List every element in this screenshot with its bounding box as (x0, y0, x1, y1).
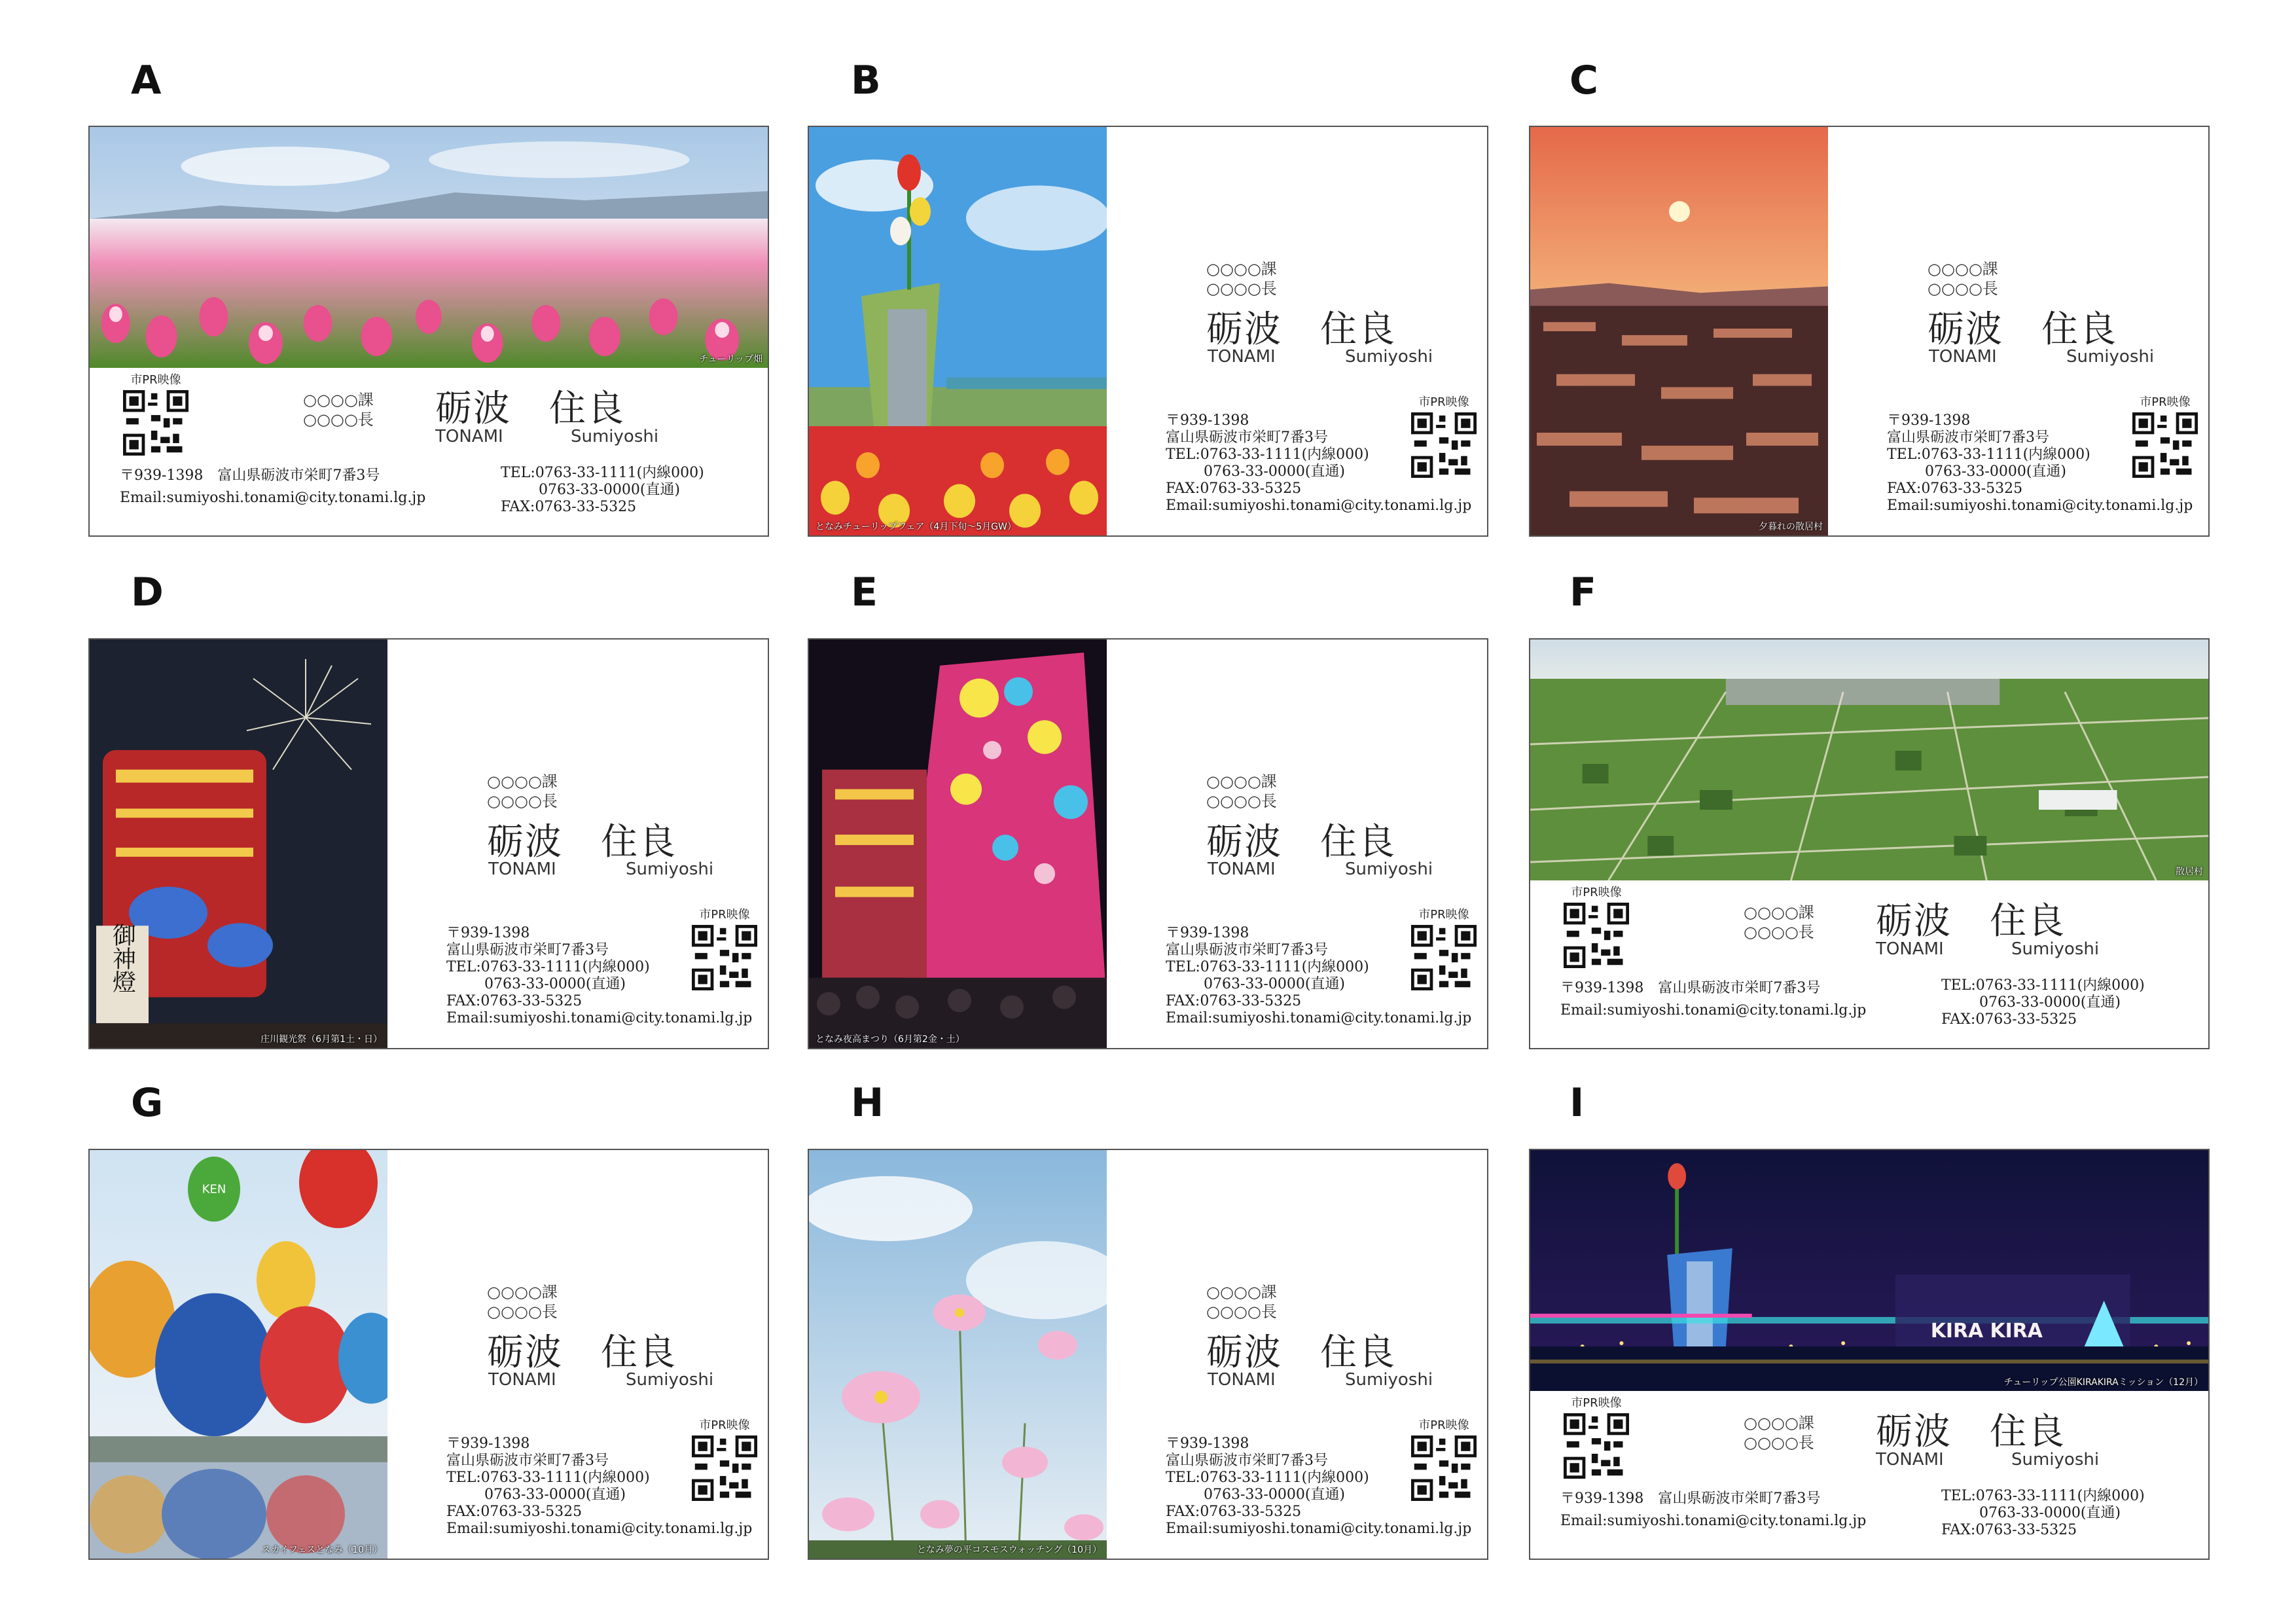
business-card-e (808, 638, 1488, 1049)
card-text-block (415, 640, 755, 1048)
job-title: ○○○○課 ○○○○長 (1206, 260, 1277, 298)
phone-block: TEL:0763-33-1111(内線000) 0763-33-0000(直通) FAX:0763-33-5325 (1941, 1488, 2145, 1538)
card-text-block (1134, 640, 1475, 1048)
romaji-given: Sumiyoshi (626, 1370, 714, 1390)
qr-code-icon[interactable] (1564, 903, 1629, 968)
email-address[interactable]: Email:sumiyoshi.tonami@city.tonami.lg.jp (1887, 497, 2193, 514)
photo-festival-fireworks (90, 640, 387, 1048)
balloon-text: KEN (202, 1182, 226, 1197)
romaji-family: TONAMI (1876, 939, 1944, 959)
qr-label: 市PR映像 (1571, 1396, 1622, 1410)
photo-balloon-festival (90, 1150, 387, 1559)
business-card-a (88, 126, 769, 537)
kirakira-sign: KIRA KIRA (1930, 1319, 2043, 1343)
job-title: ○○○○課 ○○○○長 (1206, 772, 1277, 810)
romaji-family: TONAMI (1929, 347, 1997, 367)
qr-label: 市PR映像 (1418, 395, 1469, 409)
romaji-family: TONAMI (1208, 347, 1276, 367)
photo-caption: 散居村 (2176, 867, 2203, 877)
card-text-block (1134, 1150, 1475, 1559)
photo-caption: となみ夜高まつり（6月第2金・土） (816, 1034, 965, 1045)
photo-tulip-field (90, 127, 768, 368)
email-address[interactable]: Email:sumiyoshi.tonami@city.tonami.lg.jp (1560, 1513, 1867, 1529)
phone-block: TEL:0763-33-1111(内線000) 0763-33-0000(直通) FAX:0763-33-5325 (501, 465, 704, 515)
photo-illumination (1530, 1150, 2208, 1391)
romaji-family: TONAMI (1208, 1370, 1276, 1390)
photo-tulip-fair (809, 127, 1107, 535)
card-text-block (1134, 127, 1475, 535)
person-name: 砺波 住良 (1206, 308, 1396, 351)
photo-caption: となみチューリップフェア（4月下旬〜5月GW） (816, 522, 1016, 532)
qr-label: 市PR映像 (2140, 395, 2191, 409)
romaji-given: Sumiyoshi (571, 427, 659, 446)
photo-yotaka-festival (809, 640, 1107, 1048)
romaji-given: Sumiyoshi (1345, 347, 1433, 367)
job-title: ○○○○課 ○○○○長 (487, 772, 558, 810)
card-label-h: H (851, 1080, 884, 1126)
job-title: ○○○○課 ○○○○長 (1744, 903, 1814, 941)
photo-caption: スカイフェスとなみ（10月） (261, 1545, 382, 1555)
romaji-given: Sumiyoshi (1345, 859, 1433, 879)
qr-label: 市PR映像 (1571, 886, 1622, 899)
photo-aerial-village (1530, 640, 2208, 880)
address-block: 〒939-1398 富山県砺波市栄町7番3号 Email:sumiyoshi.tonami@city.tonami.lg.jp (1560, 977, 1866, 1022)
job-title: ○○○○課 ○○○○長 (1206, 1283, 1277, 1321)
person-name: 砺波 住良 (435, 388, 625, 430)
business-card-h (808, 1149, 1488, 1560)
card-label-g: G (131, 1080, 164, 1126)
card-label-c: C (1570, 58, 1599, 103)
photo-caption: となみ夢の平コスモスウォッチング（10月） (916, 1545, 1102, 1555)
job-title: ○○○○課 ○○○○長 (1928, 260, 1998, 298)
photo-caption: 庄川観光祭（6月第1土・日） (260, 1034, 382, 1045)
romaji-family: TONAMI (488, 859, 556, 879)
email-address[interactable]: Email:sumiyoshi.tonami@city.tonami.lg.jp (446, 1010, 753, 1026)
address-block: 〒939-1398 富山県砺波市栄町7番3号 TEL:0763-33-1111(内線000) 0763-33-0000(直通) FAX:0763-33-5325 Email:sumiyoshi.tonami@city.tonami.lg.jp (1166, 1435, 1472, 1537)
job-title: ○○○○課 ○○○○長 (487, 1283, 558, 1321)
address-block: 〒939-1398 富山県砺波市栄町7番3号 TEL:0763-33-1111(内線000) 0763-33-0000(直通) FAX:0763-33-5325 Email:sumiyoshi.tonami@city.tonami.lg.jp (1166, 412, 1472, 514)
address-block: 〒939-1398 富山県砺波市栄町7番3号 TEL:0763-33-1111(内線000) 0763-33-0000(直通) FAX:0763-33-5325 Email:sumiyoshi.tonami@city.tonami.lg.jp (446, 1435, 753, 1537)
card-label-a: A (131, 58, 162, 103)
address-block: 〒939-1398 富山県砺波市栄町7番3号 TEL:0763-33-1111(内線000) 0763-33-0000(直通) FAX:0763-33-5325 Email:sumiyoshi.tonami@city.tonami.lg.jp (446, 925, 753, 1026)
qr-label: 市PR映像 (130, 373, 181, 387)
qr-code-icon[interactable] (123, 390, 188, 456)
email-address[interactable]: Email:sumiyoshi.tonami@city.tonami.lg.jp (1166, 1010, 1472, 1026)
romaji-family: TONAMI (1208, 859, 1276, 879)
card-label-b: B (851, 58, 881, 103)
qr-block (1560, 883, 1632, 968)
romaji-given: Sumiyoshi (2066, 347, 2155, 367)
romaji-given: Sumiyoshi (1345, 1370, 1433, 1390)
person-name: 砺波 住良 (487, 1331, 677, 1374)
qr-code-icon[interactable] (1564, 1413, 1629, 1479)
qr-block (1560, 1394, 1632, 1479)
person-name: 砺波 住良 (487, 821, 677, 863)
business-card-d (88, 638, 769, 1049)
photo-caption: チューリップ公園KIRAKIRAミッション（12月） (2003, 1377, 2203, 1388)
address-block: 〒939-1398 富山県砺波市栄町7番3号 Email:sumiyoshi.tonami@city.tonami.lg.jp (1560, 1488, 1866, 1532)
photo-caption: 夕暮れの散居村 (1759, 522, 1823, 532)
person-name: 砺波 住良 (1206, 1331, 1396, 1374)
person-name: 砺波 住良 (1928, 308, 2117, 351)
address-block: 〒939-1398 富山県砺波市栄町7番3号 TEL:0763-33-1111(内線000) 0763-33-0000(直通) FAX:0763-33-5325 Email:sumiyoshi.tonami@city.tonami.lg.jp (1887, 412, 2193, 514)
business-card-c (1529, 126, 2210, 537)
photo-sunset-village (1530, 127, 1828, 535)
romaji-given: Sumiyoshi (626, 859, 714, 879)
email-address[interactable]: Email:sumiyoshi.tonami@city.tonami.lg.jp (1166, 1521, 1472, 1537)
business-card-b (808, 126, 1488, 537)
romaji-family: TONAMI (1876, 1450, 1944, 1470)
qr-label: 市PR映像 (699, 908, 750, 922)
photo-cosmos-flowers (809, 1150, 1107, 1559)
card-label-d: D (131, 569, 164, 615)
qr-block (120, 370, 192, 456)
romaji-family: TONAMI (488, 1370, 556, 1390)
business-card-f (1529, 638, 2210, 1049)
business-card-i (1529, 1149, 2210, 1560)
email-address[interactable]: Email:sumiyoshi.tonami@city.tonami.lg.jp (1166, 497, 1472, 514)
business-card-g (88, 1149, 769, 1560)
romaji-given: Sumiyoshi (2011, 1450, 2100, 1470)
email-address[interactable]: Email:sumiyoshi.tonami@city.tonami.lg.jp (446, 1521, 753, 1537)
address-block: 〒939-1398 富山県砺波市栄町7番3号 TEL:0763-33-1111(内線000) 0763-33-0000(直通) FAX:0763-33-5325 Email:sumiyoshi.tonami@city.tonami.lg.jp (1166, 925, 1472, 1026)
card-text-block (1856, 127, 2196, 535)
card-label-e: E (851, 569, 878, 615)
phone-block: TEL:0763-33-1111(内線000) 0763-33-0000(直通) FAX:0763-33-5325 (1941, 977, 2145, 1028)
card-text-block (415, 1150, 755, 1559)
qr-label: 市PR映像 (1418, 1418, 1469, 1432)
person-name: 砺波 住良 (1876, 1411, 2066, 1453)
address-block: 〒939-1398 富山県砺波市栄町7番3号 Email:sumiyoshi.tonami@city.tonami.lg.jp (120, 465, 425, 509)
card-label-f: F (1570, 569, 1596, 615)
signboard-text: 御神燈 (109, 923, 136, 994)
romaji-family: TONAMI (435, 427, 503, 446)
qr-label: 市PR映像 (699, 1418, 750, 1432)
email-address[interactable]: Email:sumiyoshi.tonami@city.tonami.lg.jp (1560, 1002, 1867, 1019)
qr-label: 市PR映像 (1418, 908, 1469, 922)
job-title: ○○○○課 ○○○○長 (1744, 1414, 1814, 1452)
email-address[interactable]: Email:sumiyoshi.tonami@city.tonami.lg.jp (120, 490, 426, 506)
photo-caption: チューリップ畑 (698, 354, 762, 365)
card-label-i: I (1570, 1080, 1585, 1126)
romaji-given: Sumiyoshi (2011, 939, 2100, 959)
person-name: 砺波 住良 (1876, 900, 2066, 943)
person-name: 砺波 住良 (1206, 821, 1396, 863)
job-title: ○○○○課 ○○○○長 (303, 391, 374, 429)
